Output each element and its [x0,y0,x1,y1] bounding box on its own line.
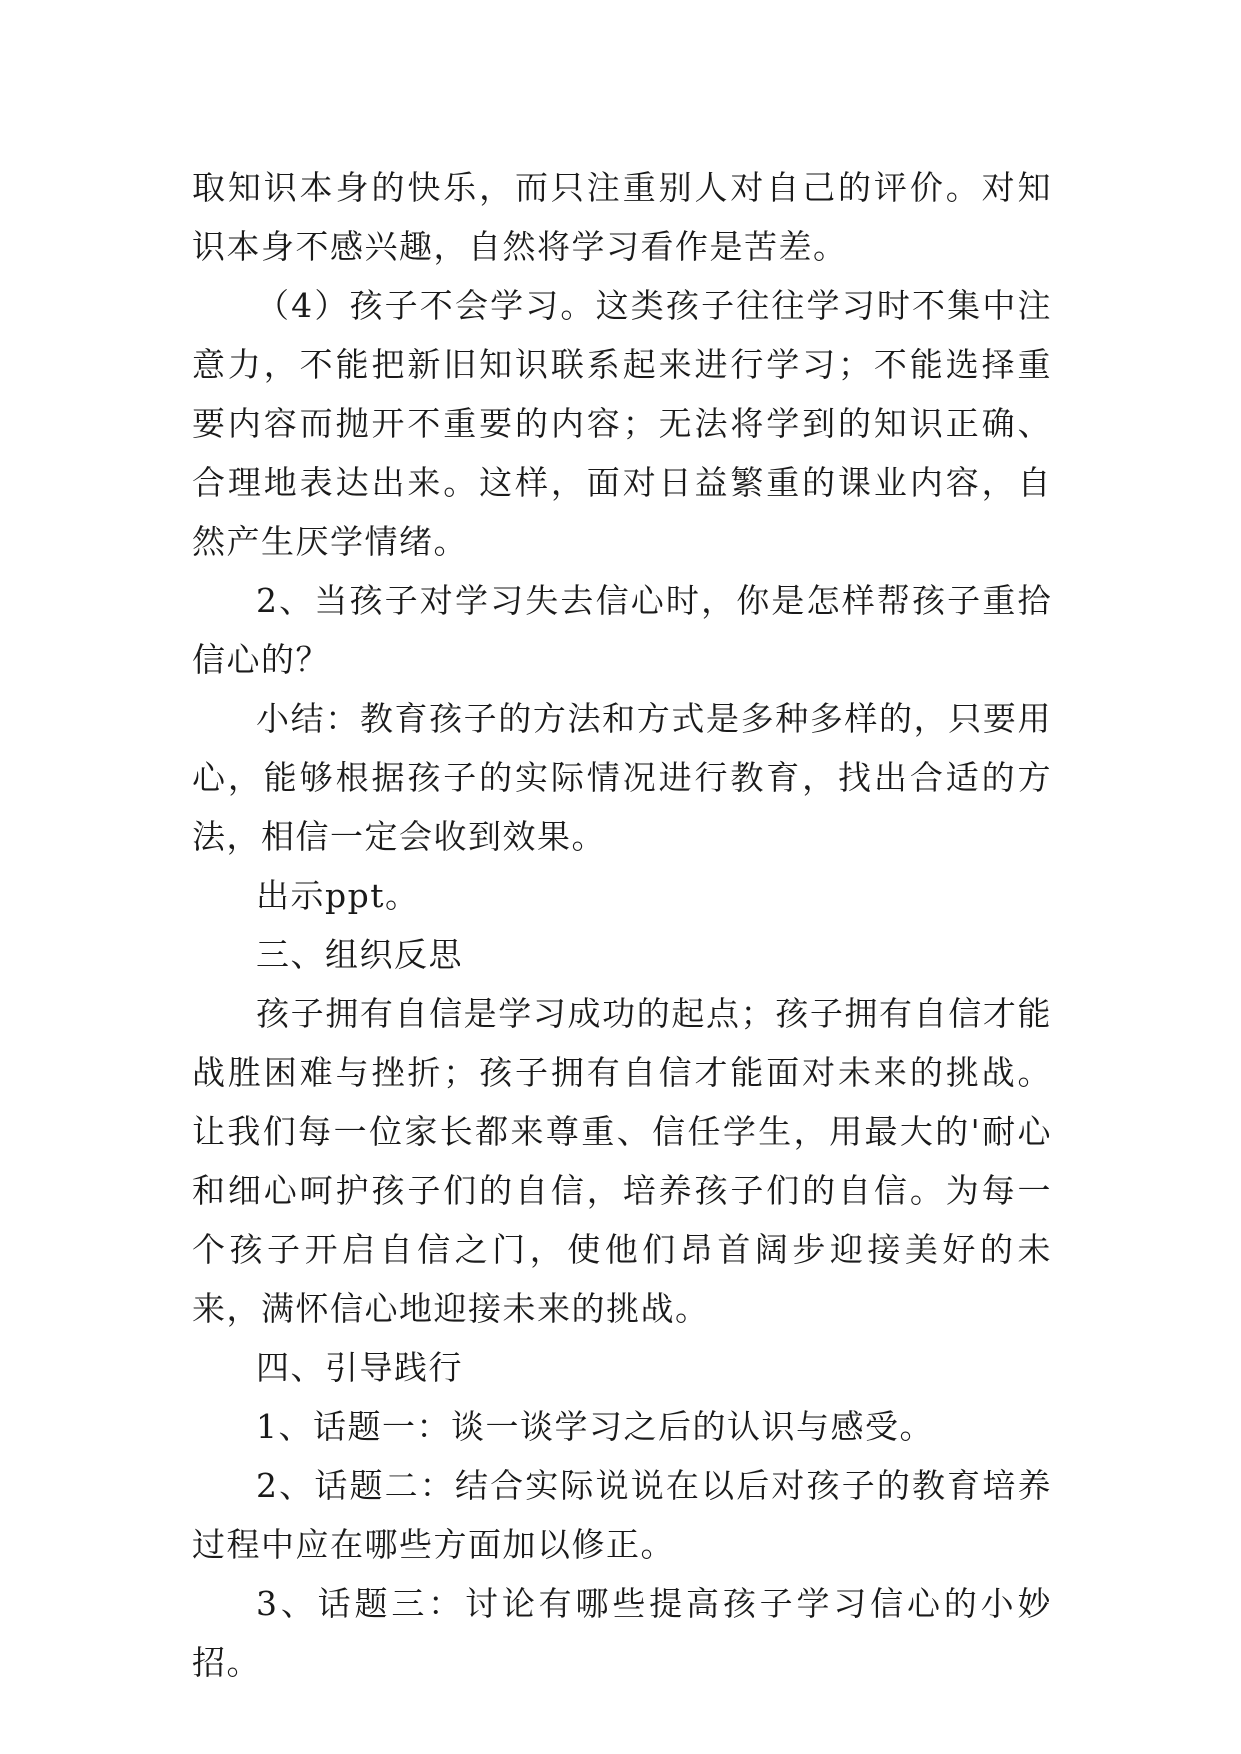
paragraph-topic-3: 3、话题三：讨论有哪些提高孩子学习信心的小妙招。 [192,1584,1052,1682]
document-body [192,158,1052,1692]
paragraph-question-2: 2、当孩子对学习失去信心时，你是怎样帮孩子重拾信心的？ [192,581,1052,679]
paragraph-summary: 小结：教育孩子的方法和方式是多种多样的，只要用心，能够根据孩子的实际情况进行教育，找出合适的方法，相信一定会收到效果。 [192,699,1052,856]
paragraph-continuation: 取知识本身的快乐，而只注重别人对自己的评价。对知识本身不感兴趣，自然将学习看作是苦差。 [192,168,1052,266]
paragraph-reflection: 孩子拥有自信是学习成功的起点；孩子拥有自信才能战胜困难与挫折；孩子拥有自信才能面对未来的挑战。让我们每一位家长都来尊重、信任学生，用最大的'耐心和细心呵护孩子们的自信，培养孩子们的自信。为每一个孩子开启自信之门，使他们昂首阔步迎接美好的未来，满怀信心地迎接未来的挑战。 [192,994,1052,1328]
section-heading-reflection: 三、组织反思 [256,935,463,974]
paragraph-point-4: （4）孩子不会学习。这类孩子往往学习时不集中注意力，不能把新旧知识联系起来进行学习；不能选择重要内容而抛开不重要的内容；无法将学到的知识正确、合理地表达出来。这样，面对日益繁重的课业内容，自然产生厌学情绪。 [192,286,1052,561]
paragraph-topic-2: 2、话题二：结合实际说说在以后对孩子的教育培养过程中应在哪些方面加以修正。 [192,1466,1052,1564]
paragraph-show-ppt: 出示ppt。 [256,876,420,915]
section-heading-practice: 四、引导践行 [256,1348,463,1387]
paragraph-topic-1: 1、话题一：谈一谈学习之后的认识与感受。 [256,1407,934,1446]
